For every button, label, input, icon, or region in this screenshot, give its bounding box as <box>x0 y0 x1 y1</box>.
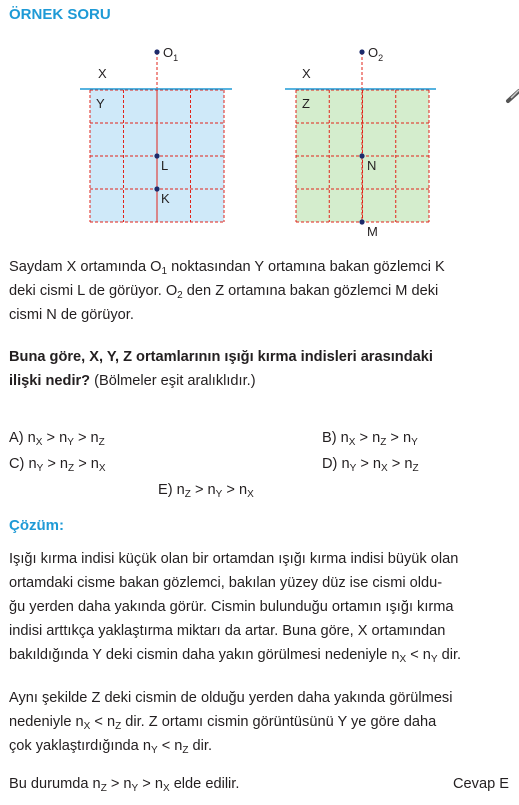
option-a[interactable]: A) $n_X > n_Y > n_Z$ <box>9 430 105 448</box>
option-c[interactable]: C) $n_Y > n_Z > n_X$ <box>9 456 106 474</box>
point-n-label: N <box>367 158 377 173</box>
point-k-dot <box>154 186 159 191</box>
figure-2 <box>285 45 436 239</box>
medium-x-label-2: X <box>302 66 311 81</box>
observer-o1-dot <box>154 49 159 54</box>
answer-label: Cevap E <box>453 776 509 792</box>
observer-o2-dot <box>359 49 364 54</box>
option-b[interactable]: B) $n_X > n_Z > n_Y$ <box>322 430 418 448</box>
solution-title: Çözüm: <box>9 517 64 534</box>
solution-conclusion: Bu durumda $n_Z > n_Y > n_X$ elde edilir. <box>9 776 240 794</box>
point-m-label: M <box>367 224 378 239</box>
point-n-dot <box>359 153 364 158</box>
magnifier-icon <box>508 90 519 101</box>
example-title: ÖRNEK SORU <box>9 6 111 23</box>
observer-o2-label: $O_2$ <box>368 45 384 63</box>
solution-paragraph-1: Işığı kırma indisi küçük olan bir ortamdan ışığı kırma indisi büyük olan ortamdaki cisme bakan gözlemci, bakılan yüzey düz ise cismi oldu- ğu yerden daha yakında görür. Cismin bulunduğu ortamın ışığı kırma indisi arttıkça yaklaştırma miktarı da artar. Buna göre, X ortamından bakıldığında Y deki cismin daha yakın görülmesi nedeniyle $n_X < n_Y$ dir. <box>9 551 462 665</box>
point-k-label: K <box>161 191 170 206</box>
medium-x-label-1: X <box>98 66 107 81</box>
point-l-dot <box>154 153 159 158</box>
point-m-dot <box>359 219 364 224</box>
solution-paragraph-2: Aynı şekilde Z deki cismin de olduğu yerden daha yakında görülmesi nedeniyle $n_X < n_Z$ dir. Z ortamı cismin görüntüsünü Y ye göre daha çok yaklaştırdığında $n_Y < n_Z$ dir. <box>9 690 453 756</box>
option-e[interactable]: E) $n_Z > n_Y > n_X$ <box>158 482 254 500</box>
question-text: Saydam X ortamında $O_1$ noktasından Y ortamına bakan gözlemci K deki cismi L de görüyor. $O_2$ den Z ortamına bakan gözlemci M deki cismi N de görüyor. <box>9 259 445 323</box>
option-d[interactable]: D) $n_Y > n_X > n_Z$ <box>322 456 419 474</box>
refraction-figures <box>0 40 519 245</box>
medium-y-label: Y <box>96 96 105 111</box>
observer-o1-label: $O_1$ <box>163 45 179 63</box>
medium-z-label: Z <box>302 96 310 111</box>
figure-1 <box>80 45 232 222</box>
point-l-label: L <box>161 158 169 173</box>
question-prompt: Buna göre, X, Y, Z ortamlarının ışığı kırma indisleri arasındaki ilişki nedir? (Bölmeler eşit aralıklıdır.) <box>9 349 433 389</box>
